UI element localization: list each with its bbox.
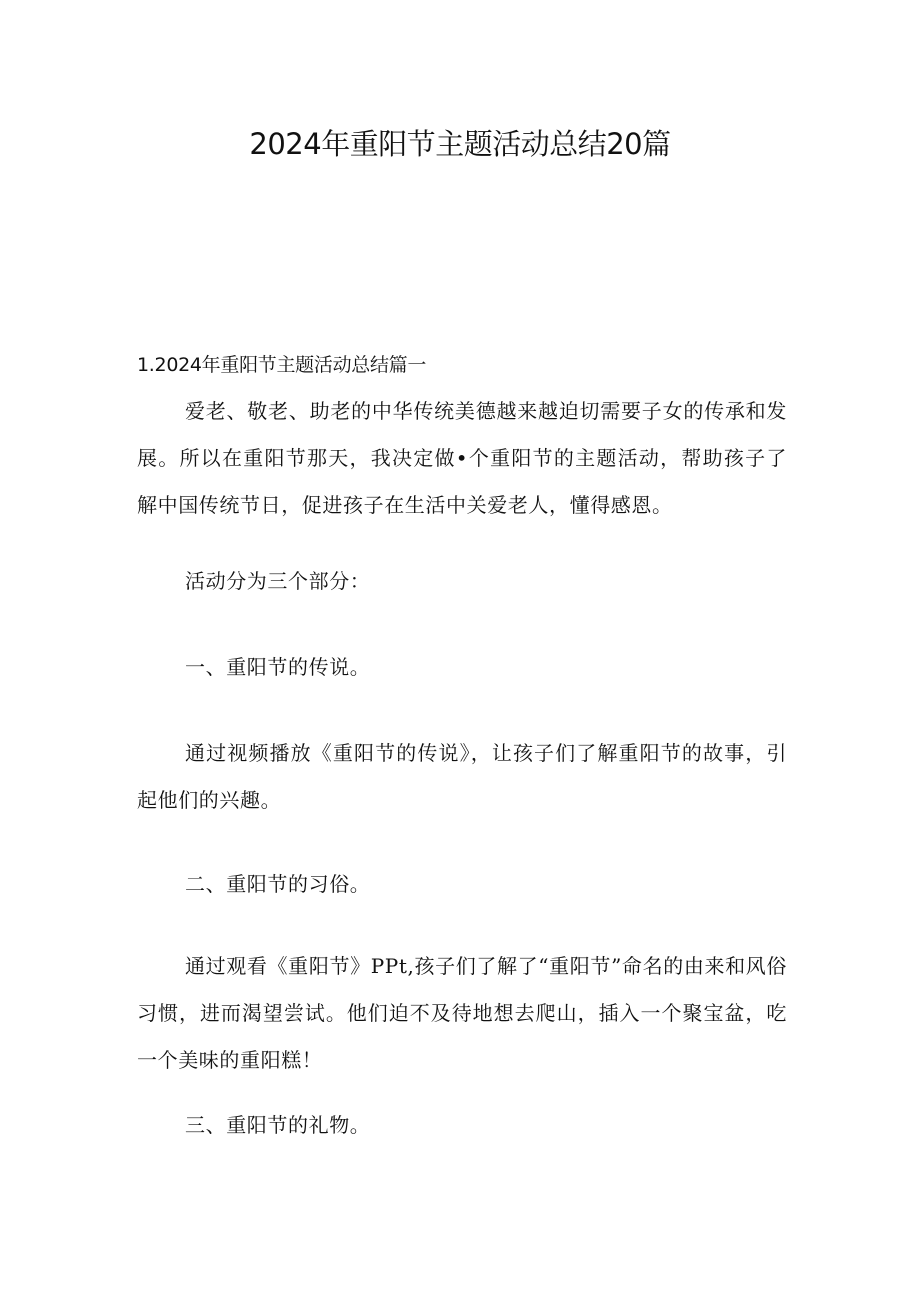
paragraph-intro: 爱老、敬老、助老的中华传统美德越来越迫切需要子女的传承和发展。所以在重阳节那天，我决定做•个重阳节的主题活动，帮助孩子了解中国传统节日，促进孩子在生活中关爱老人，懂得感恩。 — [137, 399, 787, 517]
paragraph-part-two-heading: 二、重阳节的习俗。 — [185, 872, 371, 896]
paragraph-part-two-body: 通过观看《重阳节》PPt,孩子们了解了“重阳节”命名的由来和风俗习惯，进而渴望尝试。他们迫不及待地想去爬山，插入一个聚宝盆，吃一个美味的重阳糕！ — [137, 954, 787, 1072]
paragraph-part-three-heading: 三、重阳节的礼物。 — [185, 1113, 371, 1137]
section-heading: 1.2024年重阳节主题活动总结篇一 — [137, 354, 427, 376]
paragraph-part-one-body: 通过视频播放《重阳节的传说》，让孩子们了解重阳节的故事，引起他们的兴趣。 — [137, 741, 787, 812]
document-title: 2024年重阳节主题活动总结20篇 — [249, 127, 671, 161]
paragraph-part-one-heading: 一、重阳节的传说。 — [185, 655, 371, 679]
paragraph-parts: 活动分为三个部分： — [185, 569, 371, 593]
